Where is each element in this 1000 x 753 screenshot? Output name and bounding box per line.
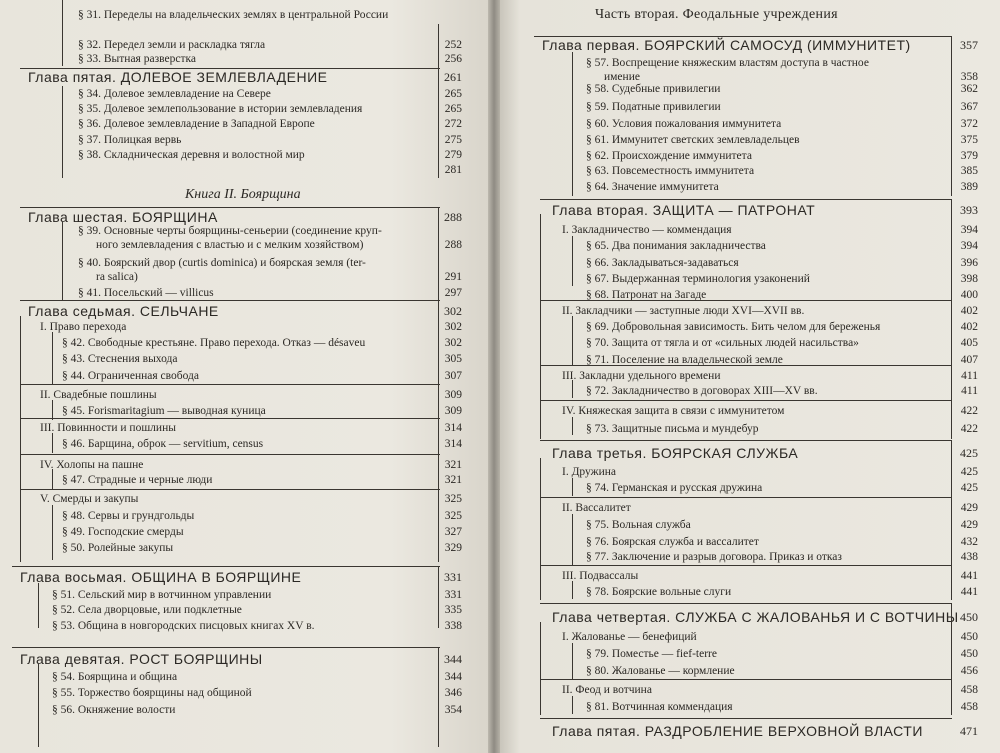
toc-rule-line: [534, 36, 952, 37]
page-number: 357: [960, 38, 978, 52]
entry-title: § 70. Защита от тягла и от «сильных людей насильства»: [586, 337, 859, 349]
entry-title: § 68. Патронат на Загаде: [586, 289, 707, 301]
toc-bracket-line: [438, 24, 439, 68]
entry-title: § 71. Поселение на владельческой земле: [586, 354, 783, 366]
toc-bracket-line: [540, 458, 541, 600]
toc-bracket-line: [52, 400, 53, 420]
page-number: 441: [960, 570, 978, 582]
entry-title: V. Смерды и закупы: [40, 493, 139, 505]
page-number: 344: [444, 671, 462, 683]
page-number: 411: [961, 370, 978, 382]
toc-rule-line: [540, 300, 952, 301]
toc-rule-line: [20, 300, 440, 301]
page-number: 396: [960, 257, 978, 269]
page-number: 450: [960, 631, 978, 643]
entry-title: II. Вассалитет: [562, 502, 631, 514]
entry-title: § 62. Происхождение иммунитета: [586, 150, 752, 162]
page-number: 400: [960, 289, 978, 301]
entry-title: III. Подвассалы: [562, 570, 639, 582]
toc-bracket-line: [52, 505, 53, 560]
toc-bracket-line: [52, 469, 53, 489]
toc-bracket-line: [572, 380, 573, 398]
page-number: 297: [444, 287, 462, 299]
page-number: 405: [960, 337, 978, 349]
page-number: 394: [960, 240, 978, 252]
entry-title: § 38. Складническая деревня и волостной мир: [78, 149, 305, 161]
toc-bracket-line: [540, 622, 541, 715]
page-number: 272: [444, 118, 462, 130]
page-number: 429: [960, 502, 978, 514]
entry-title: § 41. Посельский — villicus: [78, 287, 214, 299]
left-page: [0, 0, 488, 753]
entry-title: I. Право перехода: [40, 321, 127, 333]
part-header: Часть вторая. Феодальные учреждения: [595, 7, 838, 22]
chapter-title: Глава пятая. ДОЛЕВОЕ ЗЕМЛЕВЛАДЕНИЕ: [28, 69, 328, 85]
page-number: 362: [960, 83, 978, 95]
toc-rule-line: [20, 418, 440, 419]
toc-rule-line: [20, 454, 440, 455]
page-number: 358: [960, 71, 978, 83]
page-number: 302: [444, 337, 462, 349]
page-number: 372: [960, 118, 978, 130]
toc-rule-line: [20, 207, 440, 208]
page-number: 288: [444, 239, 462, 251]
entry-title: § 37. Полицкая вервь: [78, 134, 182, 146]
entry-title: § 39. Основные черты боярщины-сеньерии (соединение круп-: [78, 225, 382, 237]
page-number: 302: [444, 304, 462, 318]
page-number: 309: [444, 389, 462, 401]
toc-rule-line: [540, 365, 952, 366]
page-number: 302: [444, 321, 462, 333]
page-number: 314: [444, 422, 462, 434]
page-number: 422: [960, 423, 978, 435]
entry-title: § 69. Добровольная зависимость. Бить челом для береженья: [586, 321, 881, 333]
entry-title: § 60. Условия пожалования иммунитета: [586, 118, 782, 130]
entry-title: § 47. Страдные и черные люди: [62, 474, 213, 486]
entry-title: § 75. Вольная служба: [586, 519, 691, 531]
entry-title: § 53. Община в новгородских писцовых книгах XV в.: [52, 620, 315, 632]
toc-bracket-line: [62, 86, 63, 178]
page-number: 344: [444, 652, 462, 666]
page-number: 314: [444, 438, 462, 450]
page-number: 450: [960, 610, 978, 624]
chapter-title: Глава девятая. РОСТ БОЯРЩИНЫ: [20, 651, 263, 667]
page-number: 367: [960, 101, 978, 113]
entry-title: § 43. Стеснения выхода: [62, 353, 178, 365]
toc-rule-line: [12, 566, 440, 567]
page-number: 398: [960, 273, 978, 285]
toc-rule-line: [540, 603, 952, 604]
toc-rule-line: [12, 647, 440, 648]
entry-title: ra salica): [96, 271, 138, 283]
chapter-title: Глава третья. БОЯРСКАЯ СЛУЖБА: [552, 445, 799, 461]
page-number: 321: [444, 459, 462, 471]
page-number: 325: [444, 493, 462, 505]
book-gutter: [488, 0, 500, 753]
entry-title: § 76. Боярская служба и вассалитет: [586, 536, 759, 548]
page-number: 394: [960, 224, 978, 236]
entry-title: § 34. Долевое землевладение на Севере: [78, 88, 271, 100]
toc-rule-line: [540, 565, 952, 566]
chapter-title: Глава седьмая. СЕЛЬЧАНЕ: [28, 303, 219, 319]
page-number: 425: [960, 446, 978, 460]
toc-bracket-line: [38, 583, 39, 628]
page-number: 329: [444, 542, 462, 554]
page-number: 321: [444, 474, 462, 486]
entry-title: § 36. Долевое землевладение в Западной Европе: [78, 118, 315, 130]
entry-title: III. Закладни удельного времени: [562, 370, 721, 382]
toc-rule-line: [20, 489, 440, 490]
toc-bracket-line: [62, 222, 63, 300]
chapter-title: Глава четвертая. СЛУЖБА С ЖАЛОВАНЬЯ И С ВОТЧИНЫ: [552, 609, 959, 625]
page-number: 291: [444, 271, 462, 283]
right-page: [500, 0, 1000, 753]
toc-bracket-line: [540, 214, 541, 439]
toc-bracket-line: [572, 478, 573, 496]
page-number: 335: [444, 604, 462, 616]
book-title: Книга II. Боярщина: [185, 187, 301, 202]
chapter-title: Глава пятая. РАЗДРОБЛЕНИЕ ВЕРХОВНОЙ ВЛАСТИ: [552, 723, 923, 739]
page-number: 279: [444, 149, 462, 161]
entry-title: I. Жалованье — бенефиций: [562, 631, 697, 643]
toc-rule-line: [540, 497, 952, 498]
page-number: 411: [961, 385, 978, 397]
toc-rule-line: [20, 384, 440, 385]
toc-bracket-line: [572, 696, 573, 714]
entry-title: § 81. Вотчинная коммендация: [586, 701, 733, 713]
entry-title: § 32. Передел земли и раскладка тягла: [78, 39, 266, 51]
page-number: 252: [444, 39, 462, 51]
entry-title: III. Повинности и пошлины: [40, 422, 176, 434]
entry-title: § 57. Воспрещение княжеским властям доступа в частное: [586, 57, 869, 69]
page-number: 393: [960, 203, 978, 217]
entry-title: § 74. Германская и русская дружина: [586, 482, 763, 494]
entry-title: § 44. Ограниченная свобода: [62, 370, 199, 382]
page-number: 307: [444, 370, 462, 382]
page-number: 331: [444, 589, 462, 601]
entry-title: § 72. Закладничество в договорах XIII—XV вв.: [586, 385, 818, 397]
page-number: 327: [444, 526, 462, 538]
entry-title: I. Дружина: [562, 466, 616, 478]
page-number: 429: [960, 519, 978, 531]
entry-title: ного землевладения с властью и с мелким хозяйством): [96, 239, 364, 251]
entry-title: § 49. Господские смерды: [62, 526, 184, 538]
chapter-title: Глава вторая. ЗАЩИТА — ПАТРОНАТ: [552, 202, 816, 218]
page-number: 425: [960, 482, 978, 494]
page-number: 375: [960, 134, 978, 146]
page-number: 346: [444, 687, 462, 699]
page-number: 456: [960, 665, 978, 677]
page-number: 432: [960, 536, 978, 548]
entry-title: § 77. Заключение и разрыв договора. Приказ и отказ: [586, 551, 842, 563]
chapter-title: Глава шестая. БОЯРЩИНА: [28, 209, 218, 225]
toc-bracket-line: [572, 514, 573, 566]
page-number: 265: [444, 88, 462, 100]
page-number: 338: [444, 620, 462, 632]
page-number: 471: [960, 724, 978, 738]
entry-title: II. Феод и вотчина: [562, 684, 652, 696]
toc-bracket-line: [572, 52, 573, 196]
page-number: 402: [960, 305, 978, 317]
toc-bracket-line: [572, 581, 573, 599]
toc-bracket-line: [52, 332, 53, 384]
entry-title: § 58. Судебные привилегии: [586, 83, 721, 95]
toc-rule-line: [540, 400, 952, 401]
chapter-title: Глава восьмая. ОБЩИНА В БОЯРЩИНЕ: [20, 569, 302, 585]
toc-bracket-line: [572, 316, 573, 366]
entry-title: § 40. Боярский двор (curtis dominica) и боярская земля (ter-: [78, 257, 366, 269]
page-number: 441: [960, 586, 978, 598]
entry-title: § 35. Долевое землепользование в истории землевладения: [78, 103, 363, 115]
entry-title: II. Свадебные пошлины: [40, 389, 157, 401]
entry-title: § 73. Защитные письма и мундебур: [586, 423, 759, 435]
page-number: 422: [960, 405, 978, 417]
page-number: 379: [960, 150, 978, 162]
page-number: 261: [444, 70, 462, 84]
entry-title: § 54. Боярщина и община: [52, 671, 178, 683]
entry-title: § 61. Иммунитет светских землевладельцев: [586, 134, 800, 146]
entry-title: § 33. Вытная разверстка: [78, 53, 196, 65]
entry-title: II. Закладчики — заступные люди XVI—XVII вв.: [562, 305, 805, 317]
page-number: 407: [960, 354, 978, 366]
page-number: 458: [960, 684, 978, 696]
entry-title: § 31. Переделы на владельческих землях в центральной России: [78, 9, 389, 21]
page-number: 305: [444, 353, 462, 365]
entry-title: § 48. Сервы и грундгольды: [62, 510, 195, 522]
page-number: 458: [960, 701, 978, 713]
entry-title: § 78. Боярские вольные слуги: [586, 586, 732, 598]
toc-bracket-line: [62, 0, 63, 66]
toc-rule-line: [540, 679, 952, 680]
entry-title: § 63. Повсеместность иммунитета: [586, 165, 755, 177]
page-number: 309: [444, 405, 462, 417]
entry-title: § 52. Села дворцовые, или подклетные: [52, 604, 242, 616]
page-number: 331: [444, 570, 462, 584]
entry-title: § 65. Два понимания закладничества: [586, 240, 766, 252]
entry-title: IV. Холопы на пашне: [40, 459, 144, 471]
entry-title: § 59. Податные привилегии: [586, 101, 721, 113]
entry-title: имение: [604, 71, 640, 83]
entry-title: § 79. Поместье — fief-terre: [586, 648, 717, 660]
page-number: 256: [444, 53, 462, 65]
page-number: 438: [960, 551, 978, 563]
entry-title: § 64. Значение иммунитета: [586, 181, 719, 193]
toc-rule-line: [20, 68, 440, 69]
page-number: 281: [444, 164, 462, 176]
page-number: 275: [444, 134, 462, 146]
page-number: 265: [444, 103, 462, 115]
chapter-title: Глава первая. БОЯРСКИЙ САМОСУД (ИММУНИТЕТ): [542, 37, 911, 53]
page-number: 385: [960, 165, 978, 177]
page-number: 450: [960, 648, 978, 660]
page-number: 425: [960, 466, 978, 478]
page-number: 354: [444, 704, 462, 716]
toc-bracket-line: [572, 417, 573, 435]
toc-rule-line: [540, 199, 952, 200]
entry-title: § 66. Закладываться-задаваться: [586, 257, 739, 269]
page-number: 402: [960, 321, 978, 333]
entry-title: § 56. Окняжение волости: [52, 704, 176, 716]
entry-title: § 45. Forismaritagium — выводная куница: [62, 405, 266, 417]
entry-title: § 51. Сельский мир в вотчинном управлении: [52, 589, 272, 601]
toc-bracket-line: [20, 316, 21, 562]
entry-title: § 42. Свободные крестьяне. Право перехода. Отказ — désaveu: [62, 337, 366, 349]
toc-bracket-line: [52, 433, 53, 453]
page-number: 288: [444, 210, 462, 224]
page-number: 389: [960, 181, 978, 193]
toc-rule-line: [540, 440, 952, 441]
entry-title: § 80. Жалованье — кормление: [586, 665, 735, 677]
entry-title: § 46. Барщина, оброк — servitium, census: [62, 438, 264, 450]
entry-title: § 55. Торжество боярщины над общиной: [52, 687, 252, 699]
toc-rule-line: [540, 718, 952, 719]
entry-title: § 67. Выдержанная терминология узаконений: [586, 273, 810, 285]
toc-bracket-line: [38, 664, 39, 747]
entry-title: I. Закладничество — коммендация: [562, 224, 732, 236]
toc-bracket-line: [572, 236, 573, 286]
toc-bracket-line: [572, 643, 573, 679]
page-number: 325: [444, 510, 462, 522]
entry-title: § 50. Ролейные закупы: [62, 542, 174, 554]
entry-title: IV. Княжеская защита в связи с иммунитетом: [562, 405, 785, 417]
